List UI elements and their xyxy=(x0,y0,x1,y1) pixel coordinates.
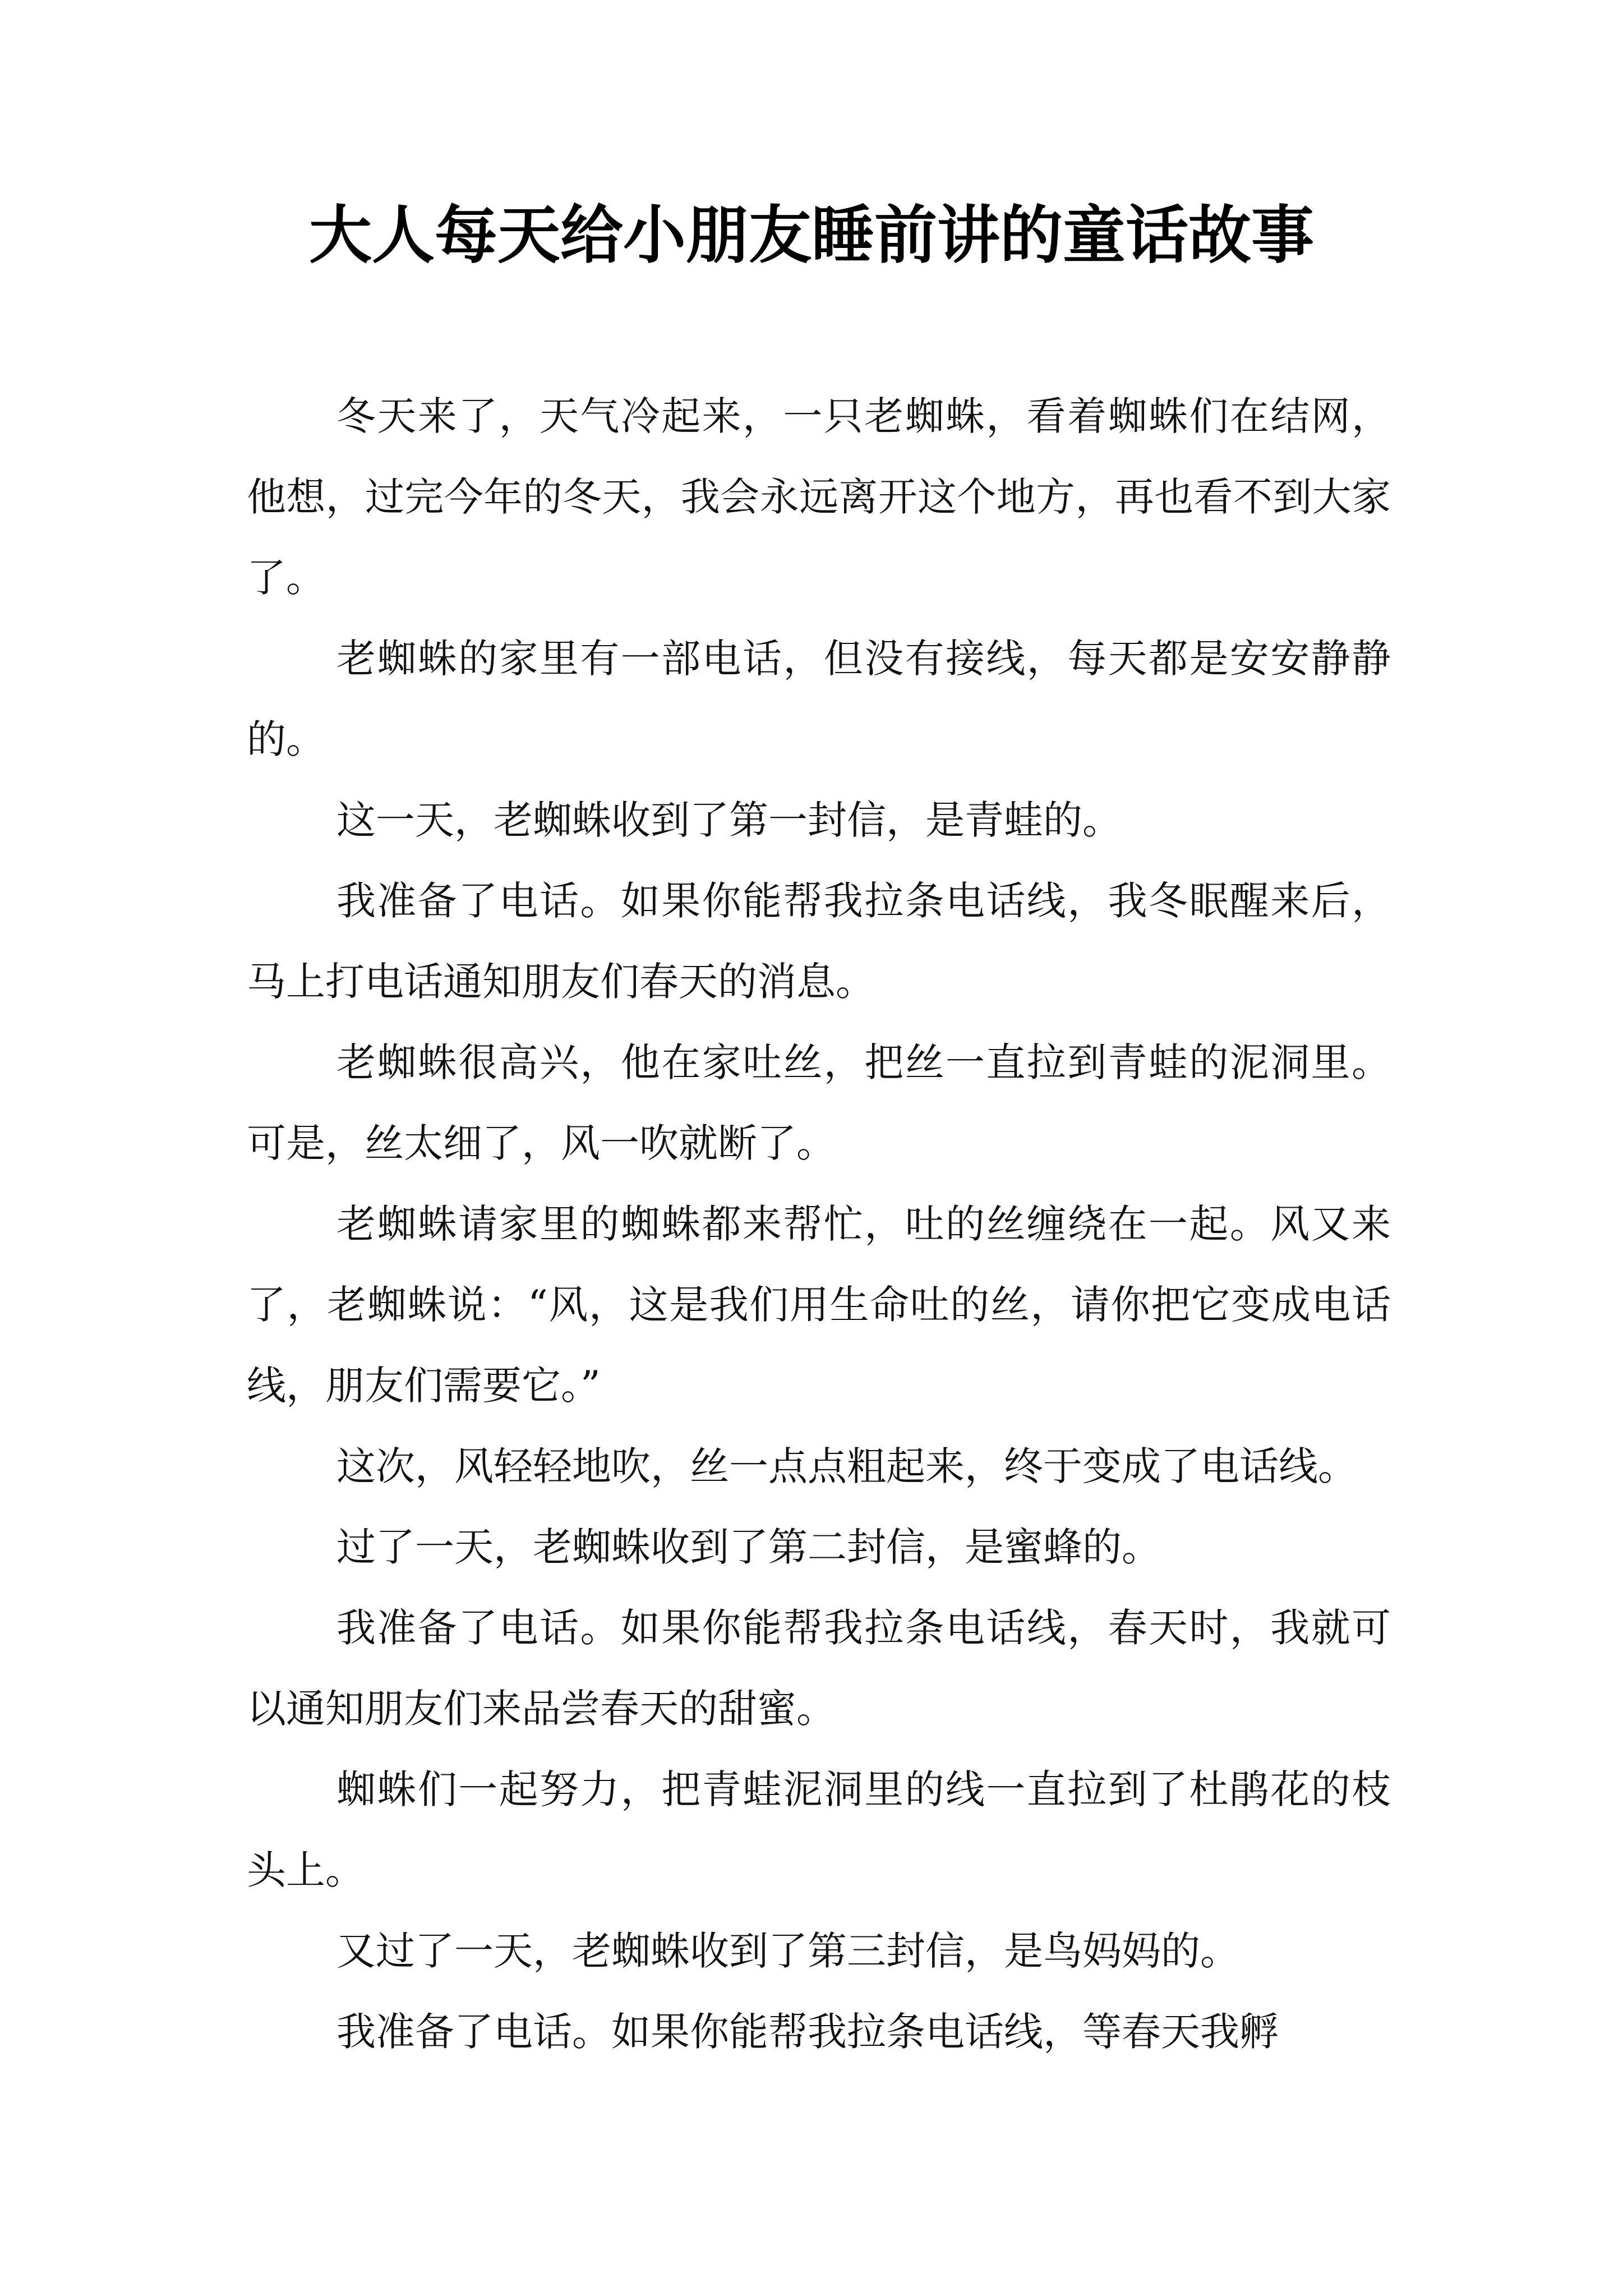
paragraph: 我准备了电话。如果你能帮我拉条电话线，等春天我孵 xyxy=(336,2009,1279,2055)
paragraph: 这一天，老蜘蛛收到了第一封信，是青蛙的。 xyxy=(336,797,1122,843)
paragraph: 这次，风轻轻地吹，丝一点点粗起来，终于变成了电话线。 xyxy=(336,1443,1357,1489)
paragraph: 蜘蛛们一起努力，把青蛙泥洞里的线一直拉到了杜鹃花的枝头上。 xyxy=(247,1766,1391,1893)
paragraph: 老蜘蛛很高兴，他在家吐丝，把丝一直拉到青蛙的泥洞里。可是，丝太细了，风一吹就断了。 xyxy=(247,1039,1391,1166)
paragraph: 老蜘蛛请家里的蜘蛛都来帮忙，吐的丝缠绕在一起。风又来了，老蜘蛛说：“风，这是我们用生命吐的丝，请你把它变成电话线，朋友们需要它。” xyxy=(247,1201,1391,1409)
paragraph: 冬天来了，天气冷起来，一只老蜘蛛，看着蜘蛛们在结网，他想，过完今年的冬天，我会永远离开这个地方，再也看不到大家了。 xyxy=(247,393,1391,601)
paragraph: 我准备了电话。如果你能帮我拉条电话线，我冬眠醒来后，马上打电话通知朋友们春天的消息。 xyxy=(247,878,1391,1005)
paragraph: 我准备了电话。如果你能帮我拉条电话线，春天时，我就可以通知朋友们来品尝春天的甜蜜。 xyxy=(247,1605,1391,1732)
document-title: 大人每天给小朋友睡前讲的童话故事 xyxy=(309,199,1314,272)
paragraph: 又过了一天，老蜘蛛收到了第三封信，是鸟妈妈的。 xyxy=(336,1928,1239,1974)
paragraph: 过了一天，老蜘蛛收到了第二封信，是蜜蜂的。 xyxy=(336,1524,1161,1570)
document-body xyxy=(247,376,1391,2072)
paragraph: 老蜘蛛的家里有一部电话，但没有接线，每天都是安安静静的。 xyxy=(247,636,1391,762)
